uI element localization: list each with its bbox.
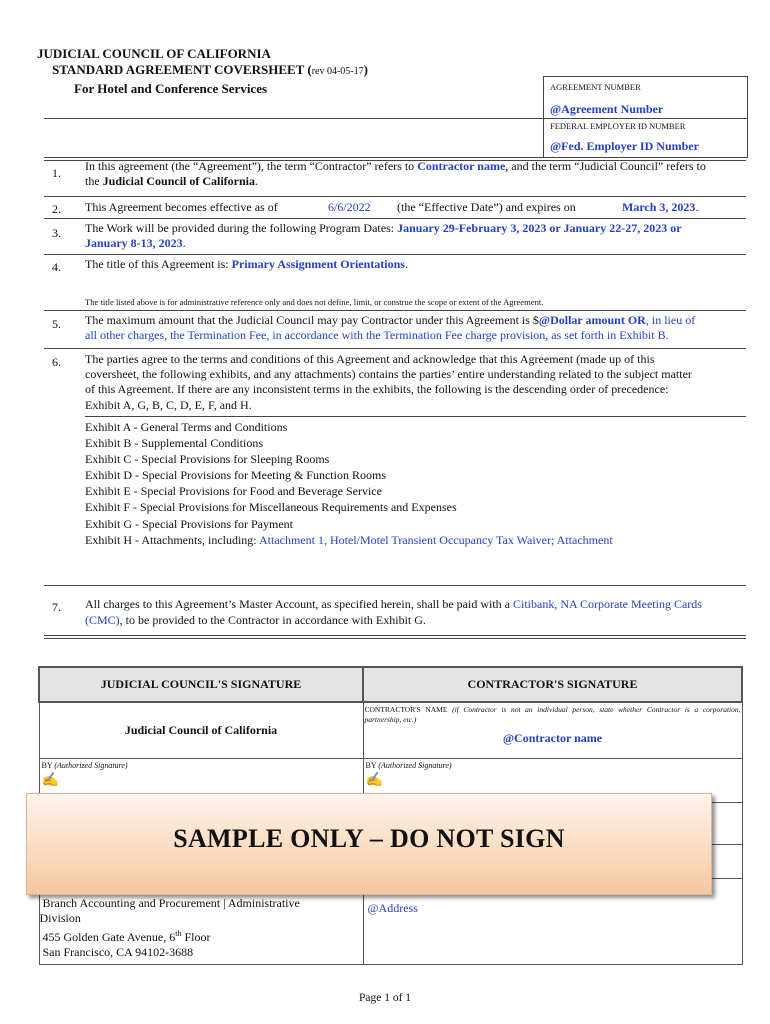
item-2-expires-wrap [622, 200, 698, 215]
item-7-rest: , to be provided to the Contractor in accordance with Exhibit G. [119, 612, 426, 627]
contractor-name-cell [363, 702, 742, 758]
item-2-number: 2. [52, 202, 61, 216]
item-1-text [85, 159, 745, 189]
item-5-pre: The maximum amount that the Judicial Council may pay Contractor under this Agreement is $ [85, 313, 539, 327]
divider [85, 416, 746, 417]
item-1-line2-pre: the [85, 174, 103, 188]
contractor-name-field[interactable]: Contractor name [417, 159, 506, 173]
item-2-end: . [695, 200, 699, 214]
exhibit-item: Exhibit B - Supplemental Conditions [85, 436, 263, 451]
item-5-number: 5. [52, 317, 61, 331]
divider [44, 196, 746, 197]
agreement-number-label: AGREEMENT NUMBER [550, 82, 641, 92]
item-2-pre: This Agreement becomes effective as of [85, 200, 278, 214]
item-5-rest: , in lieu of [645, 313, 696, 327]
item-3-pre: The Work will be provided during the following Program Dates: [85, 221, 398, 235]
item-3-number: 3. [52, 226, 61, 240]
item-6-line-3: of this Agreement. If there are any inconsistent terms in the exhibits, the following is the descending order of precedence: [85, 382, 669, 397]
contractor-by-label-wrap [364, 759, 742, 772]
item-1-number: 1. [52, 166, 61, 180]
item-4-note: The title listed above is for administrative reference only and does not define, limit, or construe the scope or extent of the Agreement. [85, 297, 544, 307]
item-6-line-4: Exhibit A, G, B, C, D, E, F, and H. [85, 397, 252, 412]
item-1-end: . [255, 174, 259, 188]
jc-address-line: San Francisco, CA 94102-3688 [42, 944, 194, 959]
jc-name: Judicial Council of California [124, 722, 278, 737]
payment-card-field[interactable]: Citibank, NA Corporate Meeting Cards [513, 597, 702, 611]
jc-address-line: Branch Accounting and Procurement | Administrative [42, 895, 300, 910]
effective-date-field[interactable]: 6/6/2022 [328, 200, 371, 214]
item-1-jc: Judicial Council of California [102, 174, 256, 188]
jc-address-line: Division [39, 910, 81, 925]
pen-icon: ✍ [365, 772, 383, 788]
contractor-address-field[interactable]: @Address [367, 900, 418, 915]
item-5-text [85, 313, 745, 343]
jc-name-cell [39, 702, 363, 758]
item-7-pre: All charges to this Agreement’s Master Account, as specified herein, shall be paid with a [85, 597, 513, 611]
contractor-signature-header: CONTRACTOR'S SIGNATURE [363, 667, 742, 702]
contractor-by-note: (Authorized Signature) [378, 760, 452, 770]
program-dates-field-2[interactable]: January 8-13, 2023 [85, 236, 183, 250]
document-title-close: ) [363, 62, 368, 77]
divider [44, 635, 746, 639]
attachments-field[interactable]: Attachment 1, Hotel/Motel Transient Occupancy Tax Waiver; Attachment [258, 532, 613, 547]
contractor-by-label: BY [365, 760, 377, 770]
item-4-end: . [404, 257, 408, 271]
exhibit-item: Exhibit F - Special Provisions for Miscellaneous Requirements and Expenses [85, 500, 457, 515]
divider [44, 254, 746, 255]
document-subtitle: For Hotel and Conference Services [74, 81, 268, 96]
exhibit-item-h [85, 532, 613, 548]
contractor-name-sign-field[interactable]: @Contractor name [502, 731, 603, 745]
agreement-number-field[interactable]: @Agreement Number [550, 102, 664, 116]
item-6-text [85, 352, 750, 413]
contractor-name-note: (if Contractor is not an individual person, state whether Contractor is a corporation, partnership, etc.) [364, 705, 741, 724]
agreement-title-field[interactable]: Primary Assignment Orientations [231, 257, 405, 271]
program-dates-field[interactable]: January 29-February 3, 2023 or January 22-27, 2023 or [397, 221, 682, 235]
contractor-name-label: CONTRACTOR'S NAME [364, 705, 448, 714]
exhibit-item: Exhibit G - Special Provisions for Payment [85, 516, 293, 531]
document-title [52, 62, 368, 78]
sample-watermark [26, 793, 712, 895]
item-7-number: 7. [52, 600, 61, 614]
watermark-text: SAMPLE ONLY – DO NOT SIGN [173, 824, 565, 853]
header-divider [44, 118, 543, 119]
item-6-number: 6. [52, 355, 61, 369]
item-7-text [85, 597, 745, 628]
item-6-line-2: coversheet, the following exhibits, and any attachments) contains the parties’ entire understanding related to the subject matter [85, 367, 692, 382]
item-1-pre: In this agreement (the “Agreement”), the term “Contractor” refers to [85, 159, 418, 173]
exhibit-item: Exhibit D - Special Provisions for Meeting & Function Rooms [85, 468, 386, 483]
pen-icon: ✍ [41, 772, 59, 788]
exhibit-item: Exhibit E - Special Provisions for Food and Beverage Service [85, 484, 382, 499]
fein-label: FEDERAL EMPLOYER ID NUMBER [550, 121, 686, 131]
exhibit-item: Exhibit A - General Terms and Conditions [85, 420, 288, 434]
revision-label: rev 04-05-17 [311, 66, 364, 77]
jc-address-floor: Floor [181, 929, 211, 944]
payment-card-field-2[interactable]: (CMC) [85, 612, 120, 627]
jc-by-label-wrap [40, 759, 363, 772]
page-number: Page 1 of 1 [358, 992, 412, 1004]
exhibit-h-label: Exhibit H - Attachments, including: [85, 532, 259, 547]
item-1-mid: , and the term “Judicial Council” refers to [505, 159, 706, 173]
divider [44, 310, 746, 311]
item-5-line2: all other charges, the Termination Fee, in accordance with the Termination Fee charge provision, as set forth in Exhibit B. [85, 328, 669, 342]
dollar-amount-field[interactable]: @Dollar amount OR [538, 313, 646, 327]
jc-by-note: (Authorized Signature) [54, 760, 128, 770]
item-4-number: 4. [52, 260, 61, 274]
item-3-text [85, 221, 745, 251]
document-title-text: STANDARD AGREEMENT COVERSHEET ( [52, 62, 312, 77]
jc-by-label: BY [41, 760, 53, 770]
contractor-name-label-wrap [364, 703, 742, 725]
jc-signature-header: JUDICIAL COUNCIL'S SIGNATURE [39, 667, 363, 702]
exhibit-item: Exhibit C - Special Provisions for Sleeping Rooms [85, 452, 330, 467]
divider [44, 348, 746, 349]
agreement-number-box [543, 76, 748, 158]
divider [44, 585, 746, 586]
jc-address-street: 455 Golden Gate Avenue, 6 [42, 929, 176, 944]
exhibit-list [85, 419, 613, 548]
fein-field[interactable]: @Fed. Employer ID Number [550, 139, 699, 153]
item-4-pre: The title of this Agreement is: [85, 257, 232, 271]
jc-address-line [43, 926, 360, 945]
divider [44, 218, 746, 219]
item-3-end: . [182, 236, 186, 250]
item-2-mid: (the “Effective Date”) and expires on [397, 200, 576, 214]
item-4-text [85, 257, 408, 272]
expiration-date-field[interactable]: March 3, 2023 [622, 200, 696, 214]
item-6-line-1: The parties agree to the terms and conditions of this Agreement and acknowledge that this Agreement (made up of this [85, 352, 655, 366]
org-title: JUDICIAL COUNCIL OF CALIFORNIA [37, 46, 271, 61]
jc-address-floor-sup: th [175, 928, 182, 938]
